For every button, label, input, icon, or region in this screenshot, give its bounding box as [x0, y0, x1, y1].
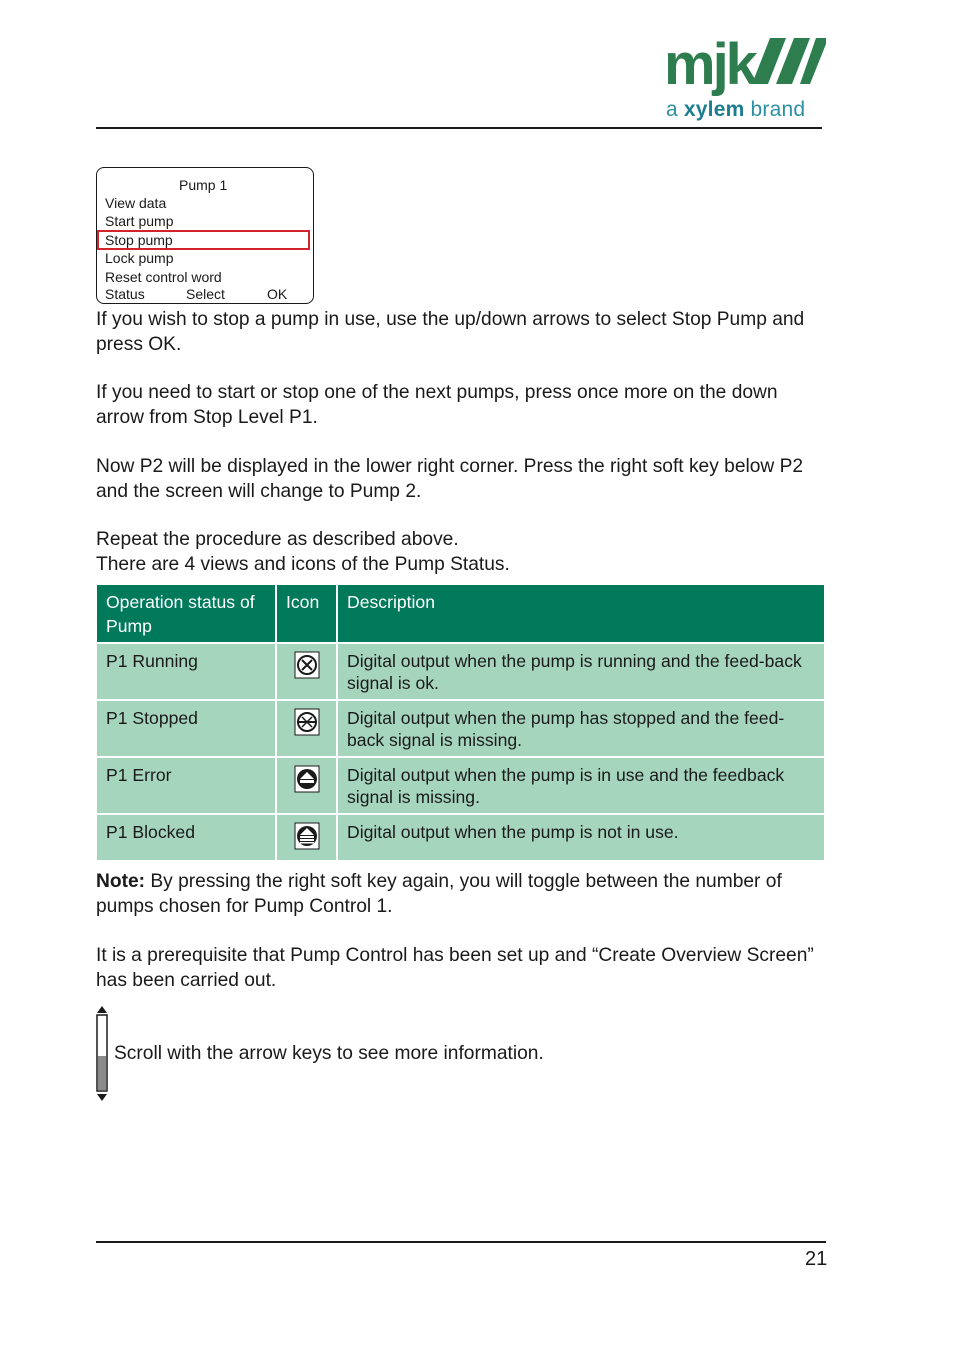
menu-item-reset-control-word[interactable]: Reset control word [105, 268, 222, 285]
page-number: 21 [805, 1248, 828, 1270]
pump-status-table [97, 585, 824, 862]
footer-rule [96, 1241, 826, 1243]
header-operation-status: Operation status of Pump [97, 585, 276, 643]
logo-tagline: a xylem brand [666, 98, 806, 121]
softkey-ok[interactable]: OK [267, 286, 288, 302]
paragraph-stop-pump: If you wish to stop a pump in use, use the up/down arrows to select Stop Pump and press OK. [96, 309, 805, 355]
mjk-xylem-logo [660, 36, 830, 128]
screen-menu [105, 194, 309, 286]
note-label: Note: [96, 871, 146, 892]
paragraph-p2-display: Now P2 will be displayed in the lower right corner. Press the right soft key below P2 and the screen will change to Pump 2. [96, 456, 804, 502]
paragraph-repeat-line1: Repeat the procedure as described above. [96, 529, 459, 550]
pump-stopped-icon [294, 708, 320, 736]
table-header-row [97, 585, 824, 643]
scroll-hint-text: Scroll with the arrow keys to see more information. [114, 1043, 544, 1064]
paragraph-repeat-line2: There are 4 views and icons of the Pump Status. [96, 553, 510, 575]
note-paragraph [96, 870, 826, 919]
softkey-bar [105, 285, 309, 303]
pump-running-icon [294, 651, 320, 679]
description-cell: Digital output when the pump has stopped and the feed-back signal is missing. [337, 700, 824, 757]
mjk-logo-mark [664, 36, 826, 98]
header-rule [96, 127, 822, 129]
paragraph-repeat [96, 528, 826, 577]
prerequisite-paragraph: It is a prerequisite that Pump Control has been set up and “Create Overview Screen” has been carried out. [96, 945, 814, 991]
svg-text:mjk: mjk [664, 36, 755, 97]
pump-menu-screen [96, 167, 314, 304]
description-cell: Digital output when the pump is running and the feed-back signal is ok. [337, 643, 824, 700]
pump-blocked-icon [294, 822, 320, 850]
paragraph-next-pumps: If you need to start or stop one of the next pumps, press once more on the down arrow from Stop Level P1. [96, 382, 778, 428]
status-cell: P1 Running [97, 643, 276, 700]
status-cell: P1 Error [97, 757, 276, 814]
table-row [97, 643, 824, 700]
softkey-status[interactable]: Status [105, 286, 145, 302]
status-cell: P1 Blocked [97, 814, 276, 861]
scrollbar-icon [94, 1006, 110, 1102]
pump-error-icon [294, 765, 320, 793]
menu-item-lock-pump[interactable]: Lock pump [105, 250, 174, 267]
table-row [97, 757, 824, 814]
table-row [97, 700, 824, 757]
header-description: Description [337, 585, 824, 643]
header-icon: Icon [276, 585, 337, 643]
description-cell: Digital output when the pump is not in use. [337, 814, 824, 861]
note-text: By pressing the right soft key again, you will toggle between the number of pumps chosen for Pump Control 1. [96, 871, 782, 917]
description-cell: Digital output when the pump is in use and the feedback signal is missing. [337, 757, 824, 814]
softkey-select[interactable]: Select [186, 286, 225, 302]
menu-item-view-data[interactable]: View data [105, 195, 167, 211]
menu-item-stop-pump[interactable]: Stop pump [98, 231, 309, 249]
status-cell: P1 Stopped [97, 700, 276, 757]
menu-item-start-pump[interactable]: Start pump [105, 213, 174, 230]
table-row [97, 814, 824, 861]
screen-title: Pump 1 [179, 177, 228, 193]
